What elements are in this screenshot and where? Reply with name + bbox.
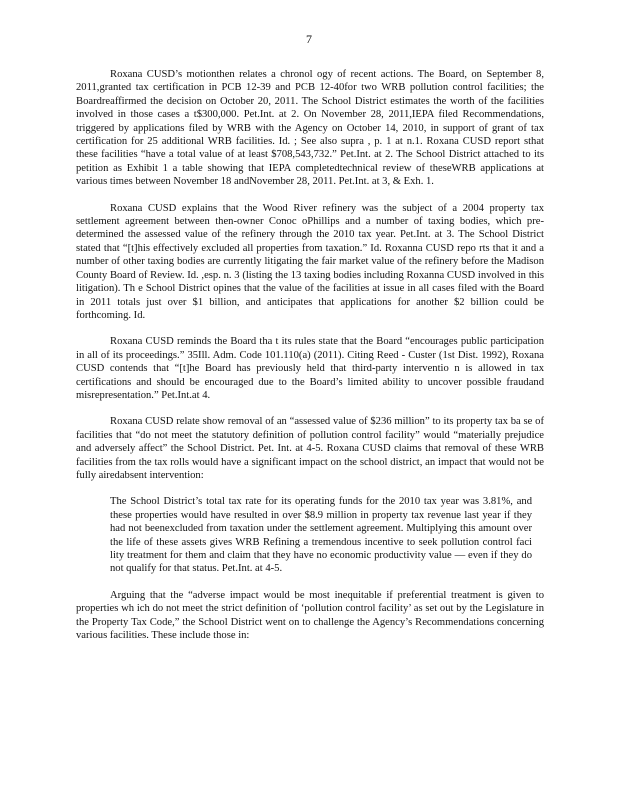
- document-body: [76, 68, 544, 642]
- page-number: 7: [306, 32, 312, 46]
- paragraph-board-actions: Roxana CUSD’s motionthen relates a chronol ogy of recent actions. The Board, on September 8, 2011,granted tax certification in PCB 12-39 and PCB 12-40for two WRB pollution control facilities; the Boardreaffirmed the decision on October 20, 2011. The School District estimates the worth of the facilities involved in those cases a t$300,000. Pet.Int. at 2. On November 28, 2011,IEPA filed Recommendations, triggered by applications filed by WRB with the Agency on October 14, 2010, in support of grant of tax certification for 25 additional WRB facilities. Id. ; See also supra , p. 1 at n.1. Roxana CUSD report sthat these facilities “have a total value of at least $708,543,732.” Pet.Int. at 2. The School District attached to its petition as Exhibit 1 a table showing that IEPA completedtechnical review of theseWRB applications at various times between November 18 andNovember 28, 2011. Pet.Int. at 3, & Exh. 1.: [76, 69, 544, 188]
- block-quote: The School District’s total tax rate for its operating funds for the 2010 tax year was 3.81%, and these properties would have resulted in over $8.9 million in property tax revenue last year if they had not beenexcluded from taxation under the settlement agreement. Multiplying this amount over the life of these assets gives WRB Refining a tremendous incentive to seek pollution control faci lity treatment for them and claim that they have no economic productivity value — even if they do not qualify for that status. Pet.Int. at 4-5.: [110, 496, 532, 575]
- paragraph-tax-impact: Roxana CUSD relate show removal of an “assessed value of $236 million” to its property tax ba se of facilities that “do not meet the statutory definition of pollution control facility” would “materially prejudice and adversely affect” the School District. Pet. Int. at 4-5. Roxana CUSD claims that removal of these WRB facilities from the tax rolls would have a significant impact on the school district, an impact that would not be fully airedabsent intervention:: [76, 416, 544, 481]
- paragraph-adverse-impact: Arguing that the “adverse impact would be most inequitable if preferential treatment is given to properties wh ich do not meet the strict definition of ‘pollution control facility’ as set out by the Legislature in the Property Tax Code,” the School District went on to challenge the Agency’s Recommendations concerning various facilities. These include those in:: [76, 589, 544, 642]
- paragraph-settlement-agreement: Roxana CUSD explains that the Wood River refinery was the subject of a 2004 property tax settlement agreement between then-owner Conoc oPhillips and a number of taxing bodies, which pre-determined the assessed value of the refinery through the 2010 tax year. Pet.Int. at 3. The School District stated that “[t]his effectively excluded all properties from taxation.” Id. Roxanna CUSD repo rts that it and a number of other taxing bodies are currently litigating the fair market value of the refinery before the Madison County Board of Review. Id. ,esp. n. 3 (listing the 13 taxing bodies including Roxanna CUSD involved in this litigation). Th e School District opines that the value of the facilities at issue in all cases filed with the Board in 2011 totals just over $1 billion, and anticipates that applications for another $2 billion could be forthcoming. Id.: [76, 202, 544, 321]
- paragraph-public-participation: Roxana CUSD reminds the Board tha t its rules state that the Board “encourages public participation in all of its proceedings.” 35Ill. Adm. Code 101.110(a) (2011). Citing Reed - Custer (1st Dist. 1992), Roxana CUSD contends that “[t]he Board has previously held that third-party interventio n is allowed in tax certifications and should be encouraged due to the Board’s limited ability to uncover possible fraudand misrepresentation.” Pet.Int.at 4.: [76, 336, 544, 401]
